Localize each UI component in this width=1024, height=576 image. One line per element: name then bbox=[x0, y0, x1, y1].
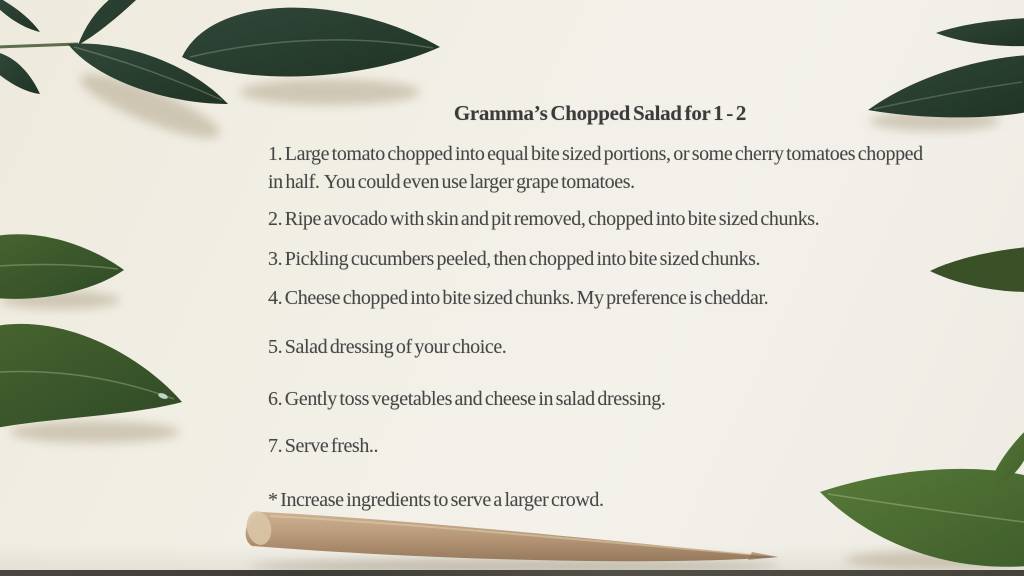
leaf-left-lower bbox=[0, 324, 182, 428]
leaflet-left-edge bbox=[0, 52, 40, 94]
recipe-step-7: 7. Serve fresh.. bbox=[268, 435, 379, 457]
leaf-top-center bbox=[182, 8, 440, 77]
recipe-footnote: * Increase ingredients to serve a larger crowd. bbox=[268, 489, 604, 511]
wooden-stick bbox=[244, 509, 778, 561]
recipe-step-6: 6. Gently toss vegetables and cheese in salad dressing. bbox=[268, 388, 666, 410]
recipe-step-4: 4. Cheese chopped into bite sized chunks. My preference is cheddar. bbox=[268, 287, 769, 309]
leaflet-corner bbox=[0, 0, 40, 32]
leaf-right-middle bbox=[930, 247, 1024, 292]
table-edge bbox=[0, 570, 1024, 576]
stick-tip bbox=[748, 552, 778, 560]
recipe-step-3: 3. Pickling cucumbers peeled, then chopped into bite sized chunks. bbox=[268, 248, 761, 270]
leaf-stem bbox=[0, 44, 78, 47]
recipe-step-5: 5. Salad dressing of your choice. bbox=[268, 336, 507, 358]
leaflet-upper bbox=[78, 0, 162, 45]
leaf-left-upper bbox=[0, 234, 124, 299]
recipe-step-2: 2. Ripe avocado with skin and pit removed, chopped into bite sized chunks. bbox=[268, 208, 820, 230]
recipe-text-block bbox=[268, 99, 932, 514]
recipe-step-1: 1. Large tomato chopped into equal bite sized portions, or some cherry tomatoes chopped in half. You could even use larger grape tomatoes. bbox=[268, 143, 926, 193]
leaf-top-right-small bbox=[936, 18, 1024, 46]
recipe-title: Gramma’s Chopped Salad for 1 - 2 bbox=[453, 101, 747, 125]
leaves-left-middle bbox=[0, 234, 182, 428]
